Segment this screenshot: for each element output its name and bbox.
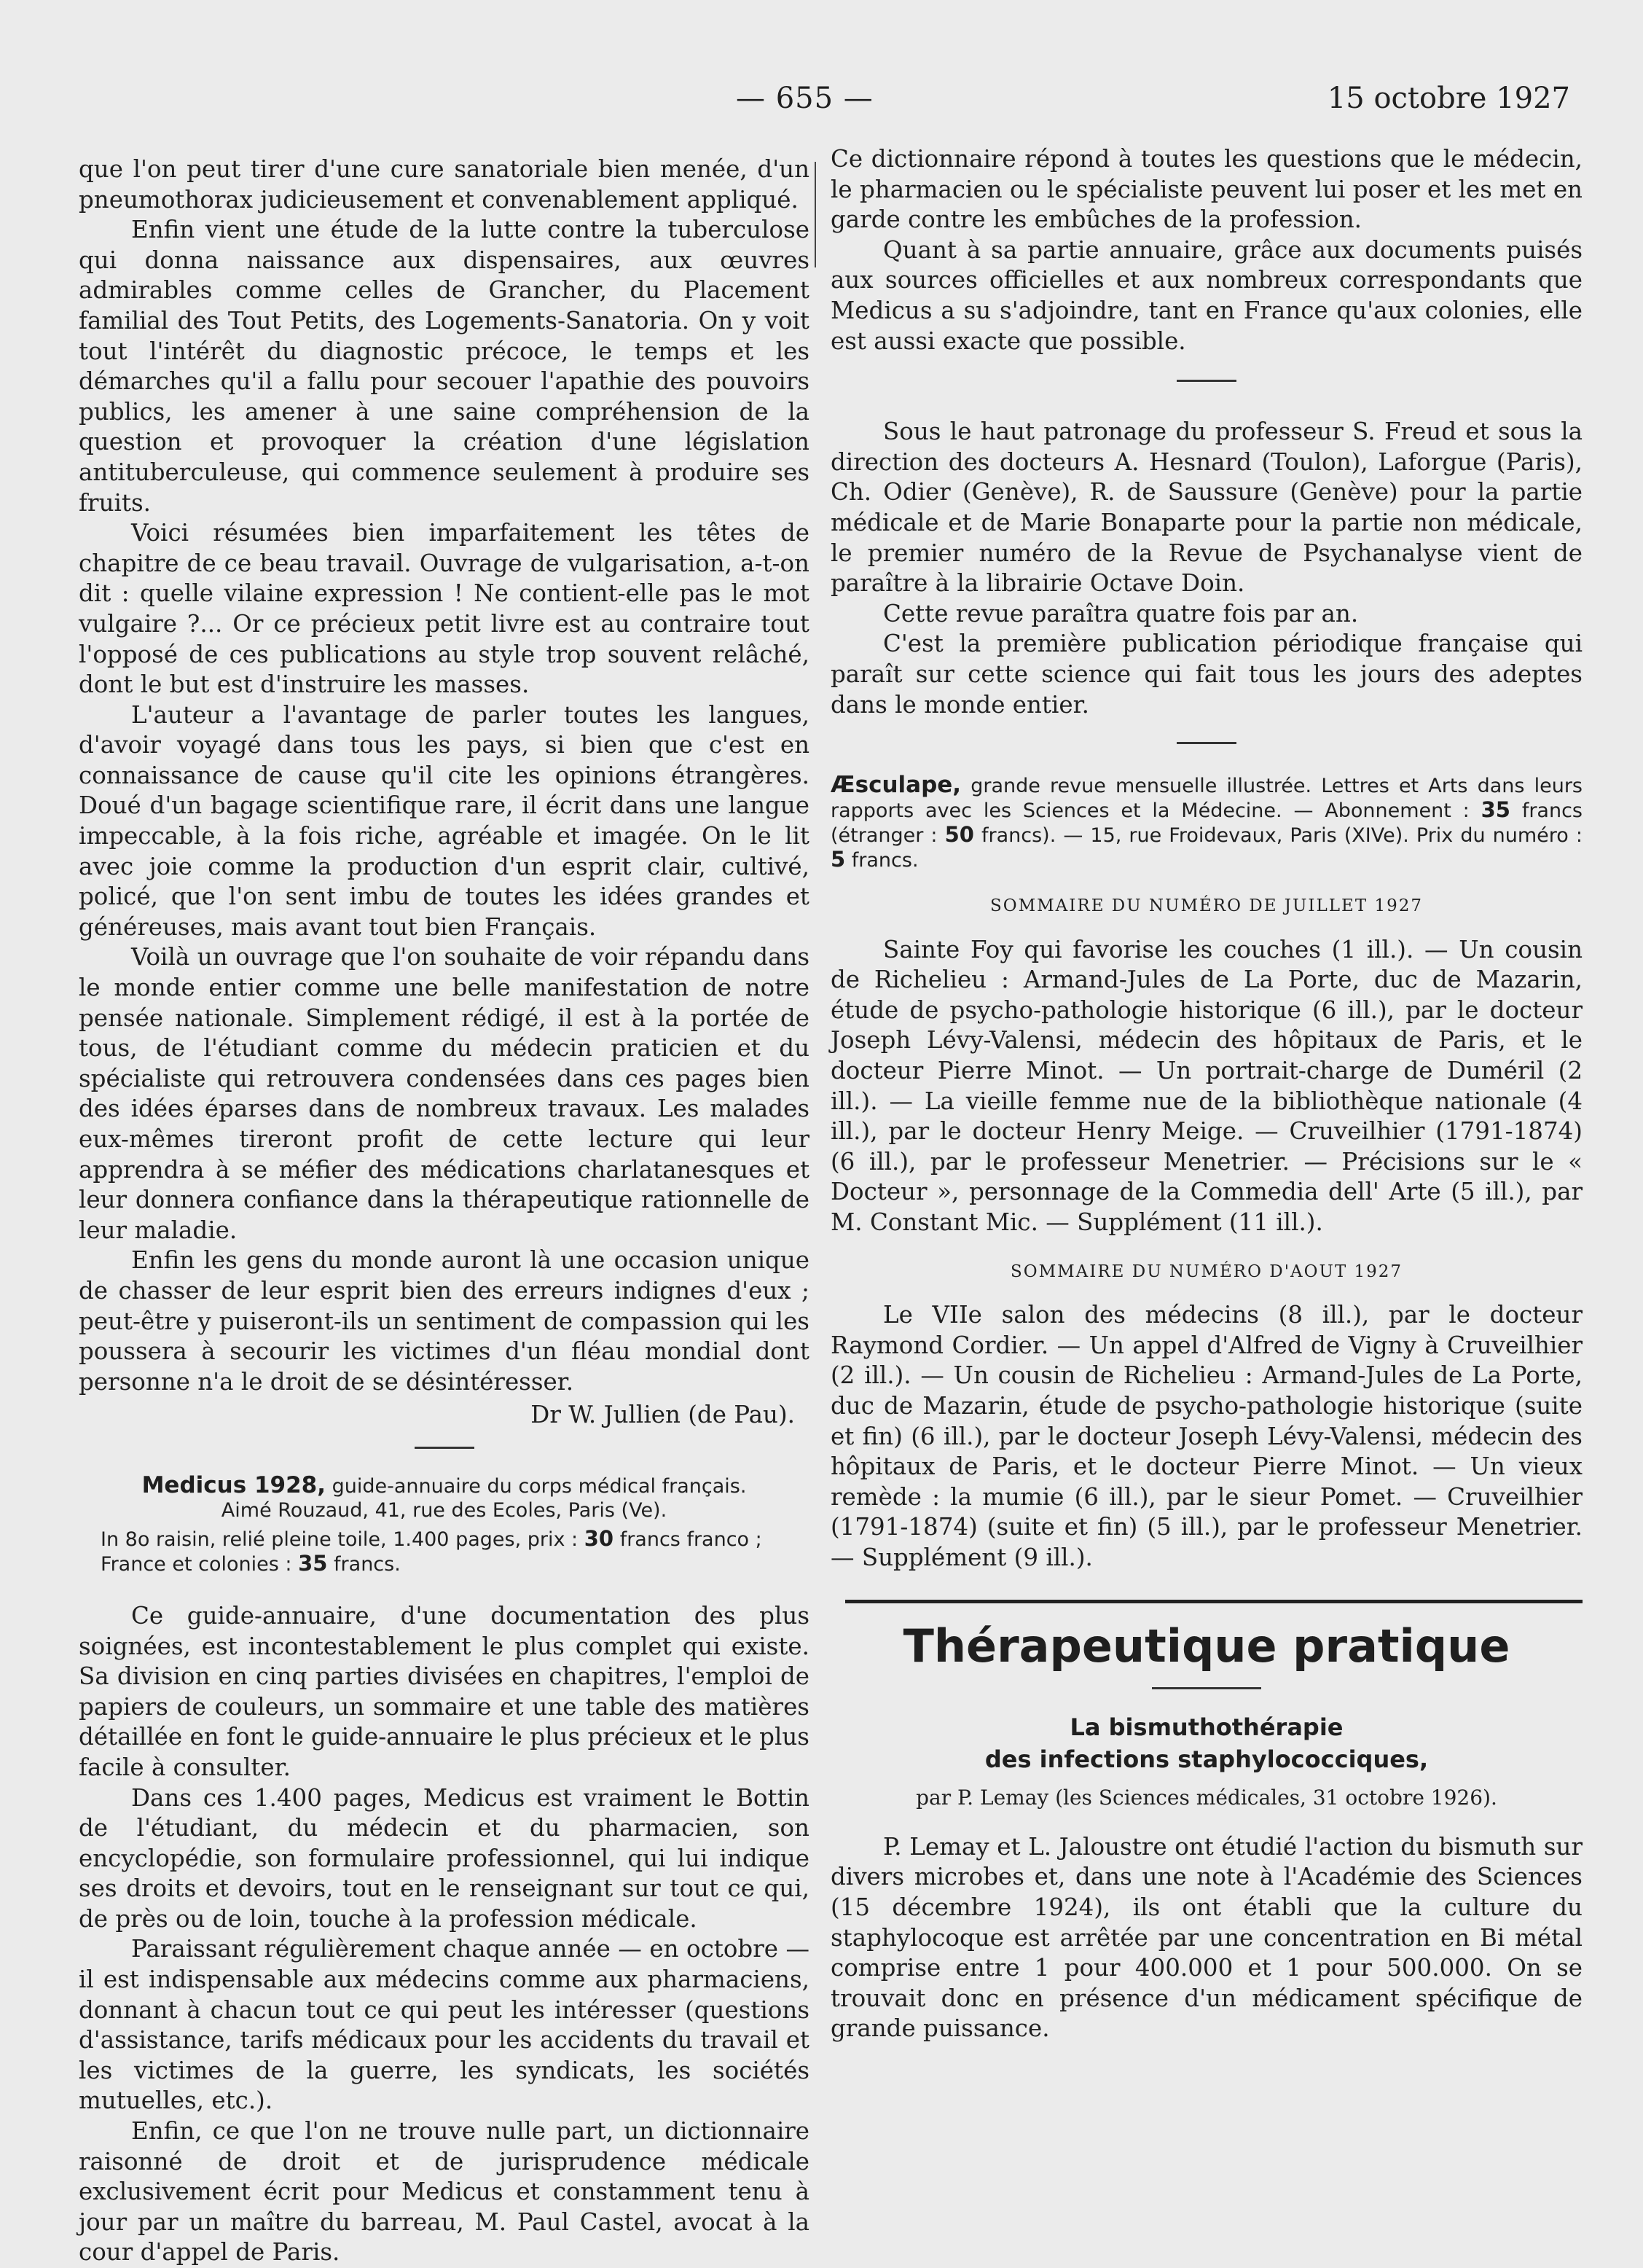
- article-title-line: des infections staphylococciques,: [984, 1745, 1429, 1774]
- paragraph: Enfin les gens du monde auront là une occasion unique de chasser de leur esprit bien des erreurs indignes d'eux ; peut-être y puiseront-ils un sentiment de compassion qui les poussera à secourir les victimes d'un fléau mondial dont personne n'a le droit de se désintéresser.: [79, 1246, 809, 1396]
- medicus-publisher: Aimé Rouzaud, 41, rue des Ecoles, Paris (Ve).: [221, 1498, 667, 1522]
- price-value: 35: [298, 1550, 328, 1576]
- price-text: francs.: [334, 1552, 401, 1576]
- signature: Dr W. Jullien (de Pau).: [530, 1401, 795, 1429]
- paragraph: Le VIIe salon des médecins (8 ill.), par le docteur Raymond Cordier. — Un appel d'Alfred de Vigny à Cruveilhier (2 ill.). — Un cousin de Richelieu : Armand-Jules de La Porte, duc de Mazarin, étude de psycho-pathologie historique (suite et fin) (6 ill.), par le docteur Joseph Lévy-Valensi, médecin des hôpitaux de Paris, et le docteur Pierre Minot. — Un vieux remède : la mumie (6 ill.), par le sieur Pomet. — Cruveilhier (1791-1874) (suite et fin) (5 ill.), par le professeur Menetrier. — Supplément (9 ill.).: [831, 1301, 1583, 1571]
- separator-rule: [1152, 1687, 1261, 1689]
- price-text: francs.: [851, 849, 919, 872]
- price-text: francs). — 15, rue Froidevaux, Paris (XIVe).: [981, 824, 1409, 848]
- medicus-title: Medicus 1928,: [141, 1471, 326, 1498]
- page-header: [0, 82, 1643, 125]
- section-rule: [845, 1600, 1583, 1603]
- article-title-line: La bismuthothérapie: [1070, 1713, 1344, 1742]
- paragraph: Cette revue paraîtra quatre fois par an.: [883, 599, 1359, 627]
- paragraph: Ce guide-annuaire, d'une documentation des plus soignées, est incontestablement le plus complet qui existe. Sa division en cinq parties divisées en chapitres, l'emploi de papiers de couleurs, un sommaire et une table des matières détaillée en font le guide-annuaire le plus précieux et le plus facile à consulter.: [79, 1601, 809, 1781]
- aesculape-title: Æsculape,: [831, 772, 962, 799]
- price-text: In 8o raisin, relié pleine toile, 1.400 pages, prix :: [101, 1528, 579, 1551]
- price-text: France et colonies :: [101, 1552, 292, 1576]
- paragraph: Ce dictionnaire répond à toutes les questions que le médecin, le pharmacien ou le spécialiste peuvent lui poser et les met en garde contre les embûches de la profession.: [831, 145, 1583, 234]
- separator-rule: [1177, 380, 1236, 382]
- price-value: 30: [584, 1525, 614, 1551]
- paragraph: Sainte Foy qui favorise les couches (1 ill.). — Un cousin de Richelieu : Armand-Jules de La Porte, duc de Mazarin, étude de psycho-pathologie historique (6 ill.), par le docteur Joseph Lévy-Valensi, médecin des hôpitaux de Paris, et le docteur Pierre Minot. — Un portrait-charge de Duméril (2 ill.). — La vieille femme nue de la bibliothèque nationale (4 ill.), par le docteur Henry Meige. — Cruveilhier (1791-1874) (6 ill.), par le professeur Menetrier. — Précisions sur le « Docteur », personnage de la Commedia dell' Arte (5 ill.), par M. Constant Mic. — Supplément (11 ill.).: [831, 935, 1583, 1237]
- price-value: 5: [831, 847, 846, 872]
- paragraph: Enfin vient une étude de la lutte contre la tuberculose qui donna naissance aux dispensaires, aux œuvres admirables comme celles de Grancher, du Placement familial des Tout Petits, des Logements-Sanatoria. On y voit tout l'intérêt du diagnostic précoce, le temps et les démarches qu'il a fallu pour secouer l'apathie des pouvoirs publics, les amener à une saine compréhension de la question et provoquer la création d'une législation antituberculeuse, qui commence seulement à produire ses fruits.: [79, 216, 809, 517]
- paragraph: Sous le haut patronage du professeur S. Freud et sous la direction des docteurs A. Hesnard (Toulon), Laforgue (Paris), Ch. Odier (Genève), R. de Saussure (Genève) pour la partie médicale et de Marie Bonaparte pour la partie non médicale, le premier numéro de la Revue de Psychanalyse vient de paraître à la librairie Octave Doin.: [831, 418, 1583, 598]
- separator-rule: [415, 1447, 474, 1449]
- price-text: Prix du numéro :: [1416, 824, 1583, 848]
- paragraph: L'auteur a l'avantage de parler toutes les langues, d'avoir voyagé dans tous les pays, si bien que c'est en connaissance de cause qu'il cite les opinions étrangères. Doué d'un bagage scientifique rare, il écrit dans une langue impeccable, à la fois riche, agréable et imagée. On le lit avec joie comme la production d'un esprit clair, cultivé, policé, que l'on sent imbu de toutes les idées grandes et généreuses, mais avant tout bien Français.: [79, 700, 809, 941]
- section-title: Thérapeutique pratique: [903, 1619, 1510, 1673]
- article-title: [831, 1711, 1583, 1775]
- medicus-description: guide-annuaire du corps médical français.: [332, 1474, 747, 1498]
- paragraph: Voilà un ouvrage que l'on souhaite de voir répandu dans le monde entier comme une belle manifestation de notre pensée nationale. Simplement rédigé, il est à la portée de tous, de l'étudiant comme du médecin praticien et du spécialiste qui retrouvera condensées dans ces pages bien des idées éparses dans de nombreux travaux. Les malades eux-mêmes tireront profit de cette lecture qui leur apprendra à se méfier des médications charlatanesques et leur donnera confiance dans la thérapeutique rationnelle de leur maladie.: [79, 943, 809, 1244]
- sommaire-heading: SOMMAIRE DU NUMÉRO D'AOUT 1927: [1010, 1262, 1403, 1281]
- paragraph: que l'on peut tirer d'une cure sanatoriale bien menée, d'un pneumothorax judicieusement et convenablement appliqué.: [79, 155, 809, 214]
- right-column: [831, 144, 1583, 2044]
- price-text: francs franco ;: [619, 1528, 762, 1551]
- paragraph: P. Lemay et L. Jaloustre ont étudié l'action du bismuth sur divers microbes et, dans une note à l'Académie des Sciences (15 décembre 1924), ils ont établi que la culture du staphylocoque est arrêtée par une concentration en Bi métal comprise entre 1 pour 400.000 et 1 pour 500.000. On se trouvait donc en présence d'un médicament spécifique de grande puissance.: [831, 1832, 1583, 2043]
- price-text: francs (étranger :: [831, 799, 1583, 848]
- paragraph: C'est la première publication périodique française qui paraît sur cette science qui fait tous les jours des adeptes dans le monde entier.: [831, 630, 1583, 719]
- left-column: [79, 155, 809, 2268]
- separator-rule: [1177, 742, 1236, 744]
- aesculape-notice: [831, 773, 1583, 872]
- column-divider: [815, 162, 816, 267]
- price-value: 50: [944, 822, 974, 848]
- page-number: — 655 —: [736, 82, 874, 115]
- paragraph: Voici résumées bien imparfaitement les têtes de chapitre de ce beau travail. Ouvrage de vulgarisation, a-t-on dit : quelle vilaine expression ! Ne contient-elle pas le mot vulgaire ?... Or ce précieux petit livre est au contraire tout l'opposé de ces publications au style trop souvent relâché, dont le but est d'instruire les masses.: [79, 519, 809, 699]
- aesculape-description: grande revue mensuelle illustrée. Lettres et Arts dans leurs rapports avec les Sciences et la Médecine. — Abonnement :: [831, 775, 1583, 823]
- medicus-price: [79, 1527, 809, 1576]
- paragraph: Dans ces 1.400 pages, Medicus est vraiment le Bottin de l'étudiant, du médecin et du pharmacien, son encyclopédie, son formulaire professionnel, qui lui indique ses droits et devoirs, tout en le renseignant sur tout ce qui, de près ou de loin, touche à la profession médicale.: [79, 1783, 809, 1933]
- price-value: 35: [1481, 797, 1510, 823]
- paragraph: Enfin, ce que l'on ne trouve nulle part, un dictionnaire raisonné de droit et de jurisprudence médicale exclusivement écrit pour Medicus et constamment tenu à jour par un maître du barreau, M. Paul Castel, avocat à la cour d'appel de Paris.: [79, 2117, 809, 2267]
- page-date: 15 octobre 1927: [1327, 82, 1570, 115]
- paragraph: Paraissant régulièrement chaque année — en octobre — il est indispensable aux médecins comme aux pharmaciens, donnant à chacun tout ce qui peut les intéresser (questions d'assistance, tarifs médicaux pour les accidents du travail et les victimes de la guerre, les syndicats, les sociétés mutuelles, etc.).: [79, 1935, 809, 2115]
- sommaire-heading: SOMMAIRE DU NUMÉRO DE JUILLET 1927: [989, 896, 1424, 916]
- article-byline: par P. Lemay (les Sciences médicales, 31 octobre 1926).: [916, 1786, 1497, 1810]
- paragraph: Quant à sa partie annuaire, grâce aux documents puisés aux sources officielles et aux nombreux correspondants que Medicus a su s'adjoindre, tant en France qu'aux colonies, elle est aussi exacte que possible.: [831, 235, 1583, 355]
- medicus-notice: [79, 1471, 809, 1522]
